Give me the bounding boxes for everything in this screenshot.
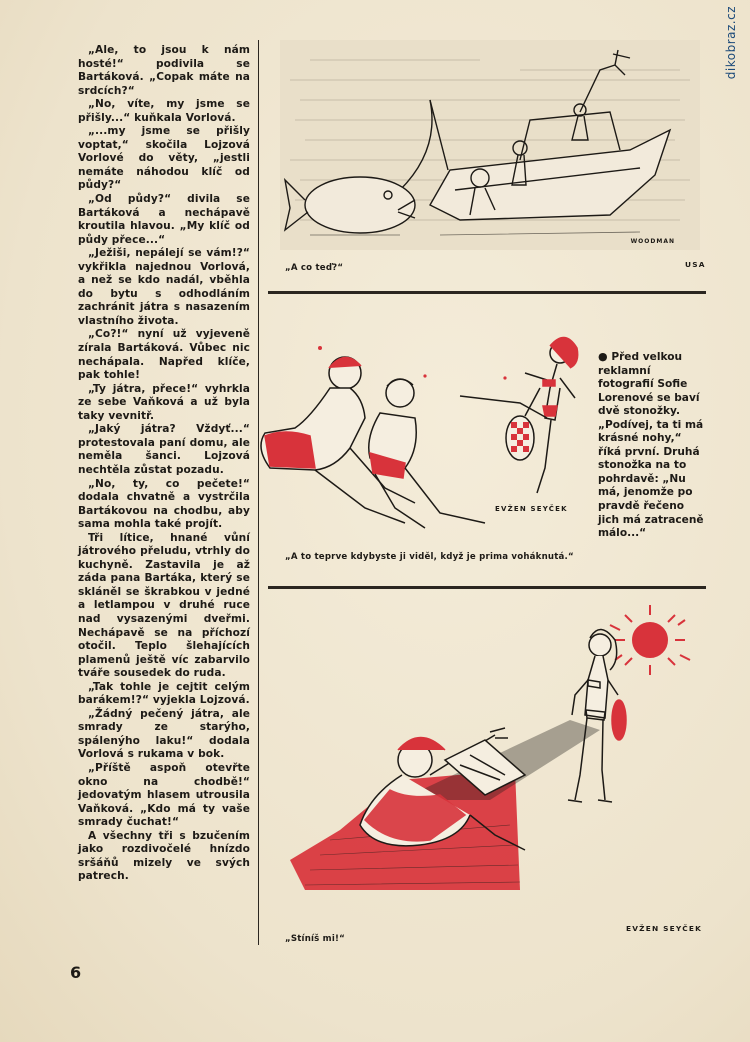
joke-sidebar xyxy=(598,350,706,541)
story-paragraph: „Tak tohle je cejtit celým barákem!?“ vyjekla Lojzová. xyxy=(78,680,250,707)
cartoon-beach-couple xyxy=(255,318,595,538)
cartoon-sunbathing xyxy=(270,600,705,920)
story-paragraph: „Ježiši, nepálejí se vám!?“ vykřikla najednou Vorlová, a než se kdo nadál, vběhla do bytu s odhodláním zachránit játra s nasazením vlastního života. xyxy=(78,247,250,327)
cartoon-credit: USA xyxy=(685,260,706,269)
cartoon-signature: WOODMAN xyxy=(630,238,675,245)
section-divider xyxy=(268,291,706,294)
story-paragraph: „...my jsme se přišly voptat,“ skočila Lojzová Vorlové do věty, „jestli nemáte náhodou klíč od půdy?“ xyxy=(78,125,250,192)
story-paragraph: „No, víte, my jsme se přišly...“ kuňkala Vorlová. xyxy=(78,98,250,124)
cartoon-caption: „Stíníš mi!“ xyxy=(285,934,345,944)
joke-paragraph: „Podívej, ta ti má krásné nohy,“ říká první. Druhá stonožka na to pohrdavě: „Nu má, jenomže po pravdě řečeno jich má zatraceně málo...“ xyxy=(598,418,704,540)
bullet-icon: ● xyxy=(598,350,608,363)
story-column xyxy=(78,44,250,884)
cartoon-credit: EVŽEN SEYČEK xyxy=(626,924,702,933)
page-number: 6 xyxy=(70,963,82,982)
story-paragraph: „Co?!“ nyní už vyjeveně zírala Bartáková. Vůbec nic nechápala. Napřed klíče, pak tohle! xyxy=(78,328,250,382)
story-paragraph: Tři lítice, hnané vůní játrového přeludu, vtrhly do kuchyně. Zastavila je až záda pana Bartáka, který se skláněl se škrabkou v jedné a letlampou v druhé ruce nad vysazenými dveřmi. Nechápavě se na příchozí otočil. Teplo šlehajících plamenů ještě víc zabarvilo tváře sousedek do ruda. xyxy=(78,531,250,680)
joke-text: Před velkou reklamní fotografií Sofie Lorenové se baví dvě stonožky. xyxy=(598,351,700,418)
story-paragraph: „No, ty, co pečete!“ dodala chvatně a vystrčila Bartákovou na chodbu, aby sama mohla také projít. xyxy=(78,477,250,531)
story-paragraph: „Od půdy?“ divila se Bartáková a nechápavě kroutila hlavou. „My klíč od půdy přece...“ xyxy=(78,193,250,246)
watermark: dikobraz.cz xyxy=(724,6,738,80)
story-paragraph: „Příště aspoň otevřte okno na chodbě!“ jedovatým hlasem utrousila Vaňková. „Kdo má ty vaše smrady čuchat!“ xyxy=(78,761,250,829)
story-paragraph: „Ty játra, přece!“ vyhrkla ze sebe Vaňková a už byla taky vevnitř. xyxy=(78,382,250,422)
section-divider xyxy=(268,586,706,589)
cartoon-credit: EVŽEN SEYČEK xyxy=(495,505,568,513)
story-paragraph: „Žádný pečený játra, ale smrady ze starýho, spálenýho laku!“ dodala Vorlová s rukama v bok. xyxy=(78,707,250,761)
story-paragraph: „Ale, to jsou k nám hosté!“ podivila se Bartáková. „Copak máte na srdcích?“ xyxy=(78,44,250,97)
cartoon-caption: „A co teď?“ xyxy=(285,263,344,273)
cartoon-fishing-boat xyxy=(280,40,700,250)
story-paragraph: A všechny tři s bzučením jako rozdivočelé hnízdo sršáňů mizely ve svých patrech. xyxy=(78,829,250,883)
cartoon-caption: „A to teprve kdybyste ji viděl, když je prima voháknutá.“ xyxy=(285,552,574,562)
joke-paragraph xyxy=(598,350,706,419)
story-paragraph: „Jaký játra? Vždyť...“ protestovala paní domu, ale neměla šanci. Lojzová nechtěla zůstat pozadu. xyxy=(78,423,250,476)
